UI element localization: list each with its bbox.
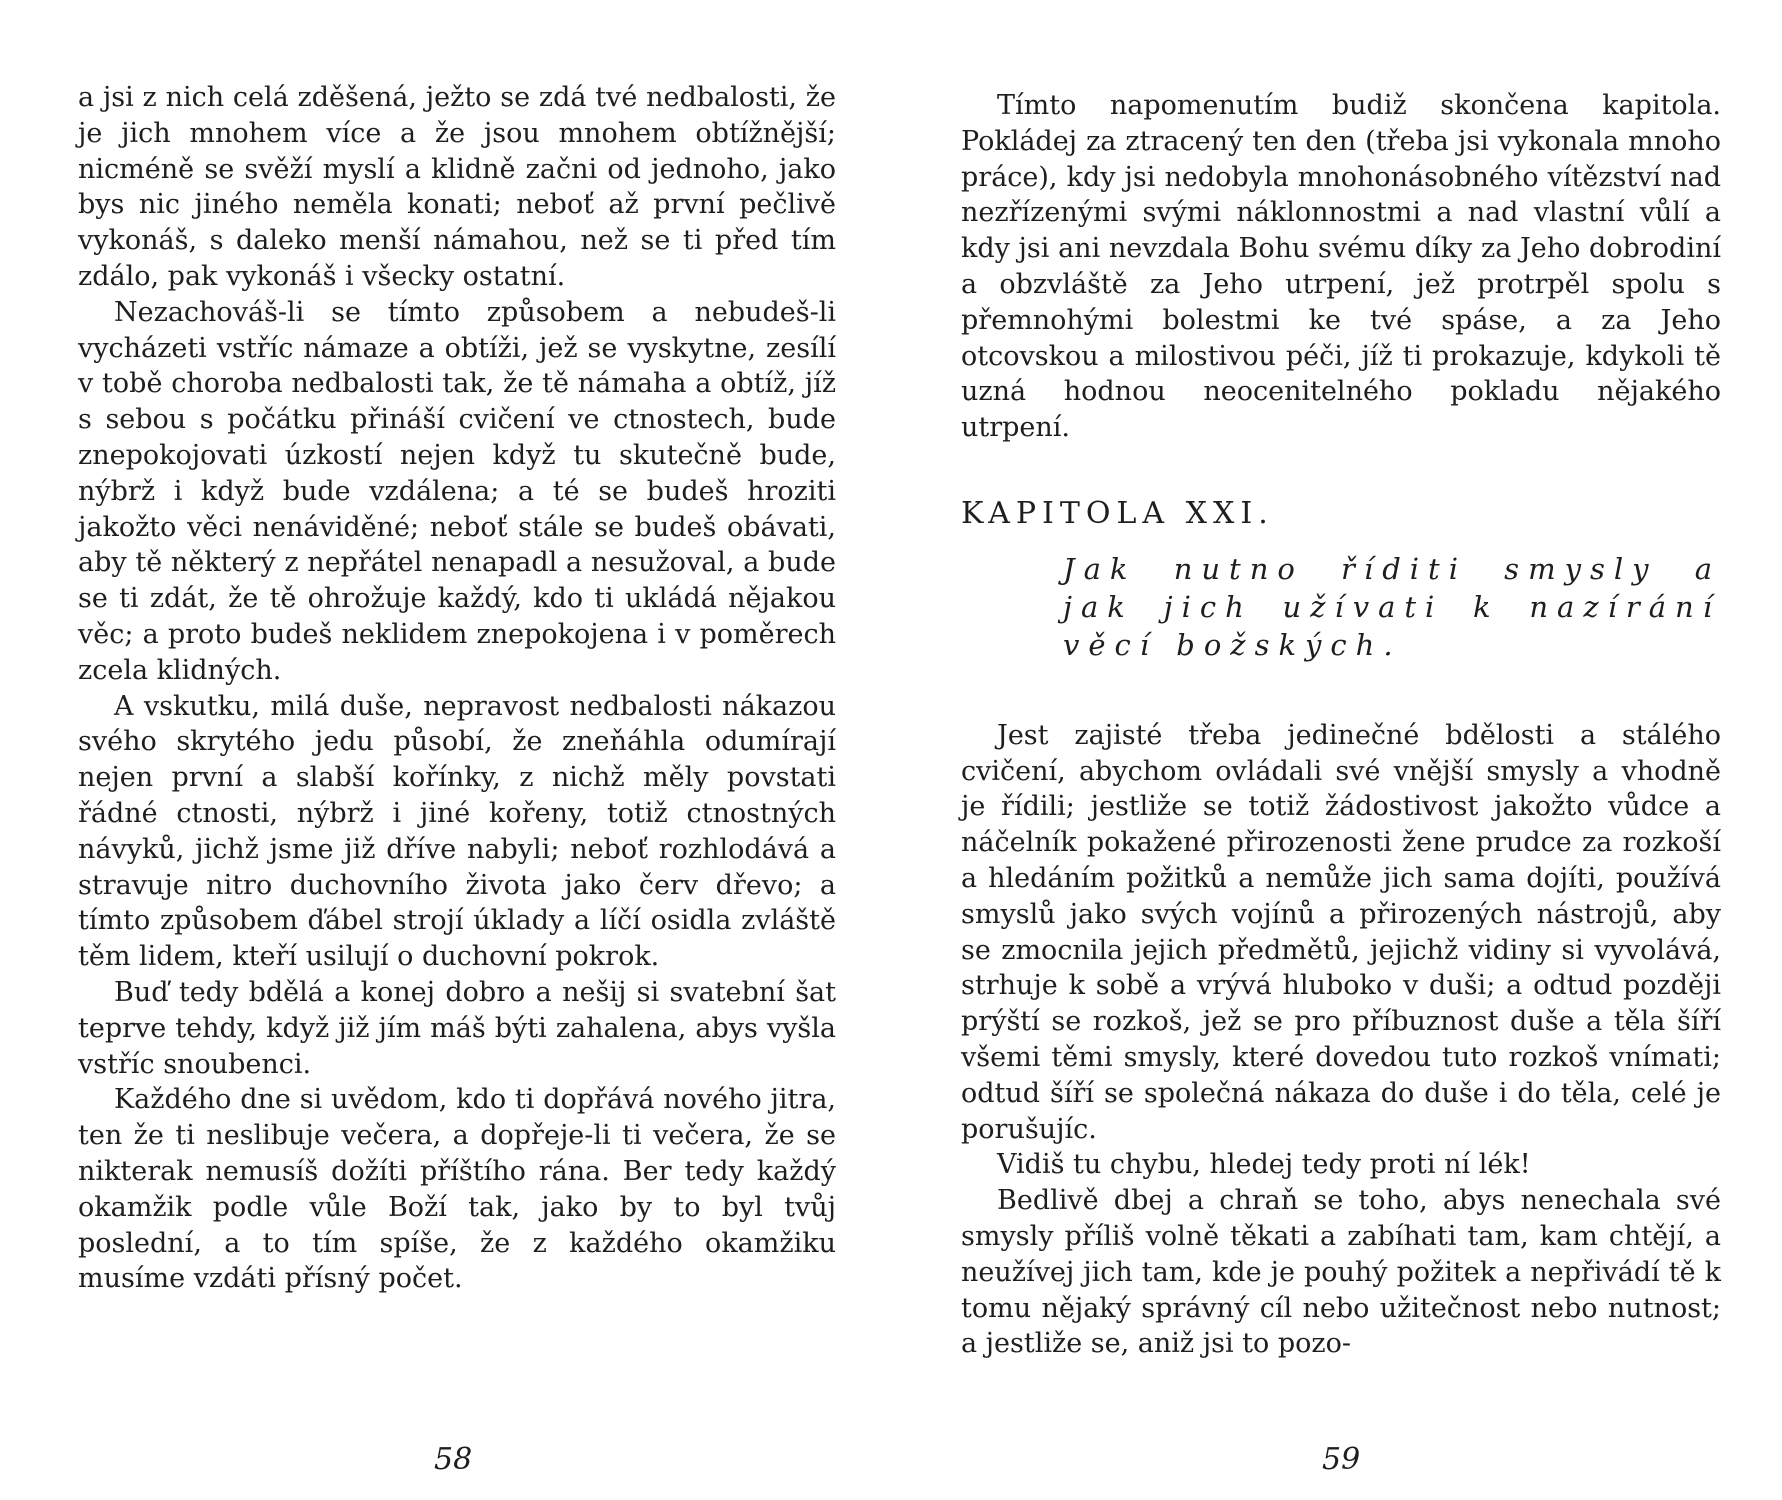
right-paragraph-2: Vidiš tu chybu, hledej tedy proti ní lék!: [997, 1149, 1531, 1181]
chapter-subtitle: Jak nutno říditi smysly a jak jich užívati k nazírání věcí božských.: [1063, 551, 1721, 662]
chapter-heading: KAPITOLA XXI.: [961, 495, 1274, 531]
left-paragraph-5: Každého dne si uvědom, kdo ti dopřává nového jitra, ten že ti neslibuje večera, a dopřeje-li ti večera, že se nikterak nemusíš dožíti příštího rána. Ber tedy každý okamžik podle vůle Boží tak, jako by to byl tvůj poslední, a to tím spíše, že z každého okamžiku musíme vzdáti přísný počet.: [78, 1084, 836, 1295]
right-intro-paragraph: Tímto napomenutím budiž skončena kapitola. Pokládej za ztracený ten den (třeba jsi vykonala mnoho práce), kdy jsi nedobyla mnohonásobného vítězství nad nezřízenými svými náklonnostmi a nad vlastní vůlí a kdy jsi ani nevzdala Bohu svému díky za Jeho dobrodiní a obzvláště za Jeho utrpení, jež protrpěl spolu s přemnohými bolestmi ke tvé spáse, a za Jeho otcovskou a milostivou péči, jíž ti prokazuje, kdykoli tě uzná hodnou neocenitelného pokladu nějakého utrpení.: [961, 90, 1721, 444]
left-paragraph-4: Buď tedy bdělá a konej dobro a nešij si svatební šat teprve tehdy, když již jím máš býti zahalena, abys vyšla vstříc snoubenci.: [78, 976, 836, 1080]
right-paragraph-3: Bedlivě dbej a chraň se toho, abys nenechala své smysly příliš volně těkati a zabíhati tam, kam chtějí, a neužívej jich tam, kde je pouhý požitek a nepřivádí tě k tomu nějaký správný cíl nebo užitečnost nebo nutnost; a jestliže se, aniž jsi to pozo-: [961, 1185, 1721, 1360]
right-paragraph-1: Jest zajisté třeba jedinečné bdělosti a stálého cvičení, abychom ovládali své vnější smysly a vhodně je řídili; jestliže se totiž žádostivost jakožto vůdce a náčelník pokažené přirozenosti žene prudce za rozkoší a hledáním požitků a nemůže jich sama dojíti, používá smyslů jako svých vojínů a přirozených nástrojů, aby se zmocnila jejich předmětů, jejichž vidiny si vyvolává, strhuje k sobě a vrývá hluboko v duši; a odtud později prýští se rozkoš, jež se pro příbuznost duše a těla šíří všemi těmi smysly, které dovedou tuto rozkoš vnímati; odtud šíří se společná nákaza do duše i do těla, celé je porušujíc.: [961, 719, 1721, 1145]
right-page-text: [961, 88, 1721, 1362]
right-page: [891, 0, 1782, 1500]
right-page-number: 59: [1322, 1442, 1361, 1477]
left-paragraph-1: a jsi z nich celá zděšená, ježto se zdá tvé nedbalosti, že je jich mnohem více a že jsou mnohem obtížnější; nicméně se svěží myslí a klidně začni od jednoho, jako bys nic jiného neměla konati; neboť až první pečlivě vykonáš, s daleko menší námahou, než se ti před tím zdálo, pak vykonáš i všecky ostatní.: [78, 82, 836, 292]
left-page-number: 58: [434, 1442, 473, 1477]
left-paragraph-2: Nezachováš-li se tímto způsobem a nebudeš-li vycházeti vstříc námaze a obtíži, jež se vyskytne, zesílí v tobě choroba nedbalosti tak, že tě námaha a obtíž, jíž s sebou s počátku přináší cvičení ve ctnostech, bude znepokojovati úzkostí nejen když tu skutečně bude, nýbrž i když bude vzdálena; a té se budeš hroziti jakožto věci nenáviděné; neboť stále se budeš obávati, aby tě některý z nepřátel nenapadl a nesužoval, a bude se ti zdát, že tě ohrožuje každý, kdo ti ukládá nějakou věc; a proto budeš neklidem znepokojena i v poměrech zcela klidných.: [78, 296, 836, 686]
left-paragraph-3: A vskutku, milá duše, nepravost nedbalosti nákazou svého skrytého jedu působí, že zneňáhla odumírají nejen první a slabší kořínky, z nichž měly povstati řádné ctnosti, nýbrž i jiné kořeny, totiž ctnostných návyků, jichž jsme již dříve nabyli; neboť rozhlodává a stravuje nitro duchovního života jako červ dřevo; a tímto způsobem ďábel strojí úklady a líčí osidla zvláště těm lidem, kteří usilují o duchovní pokrok.: [78, 690, 836, 973]
left-page-text: [78, 80, 836, 1297]
